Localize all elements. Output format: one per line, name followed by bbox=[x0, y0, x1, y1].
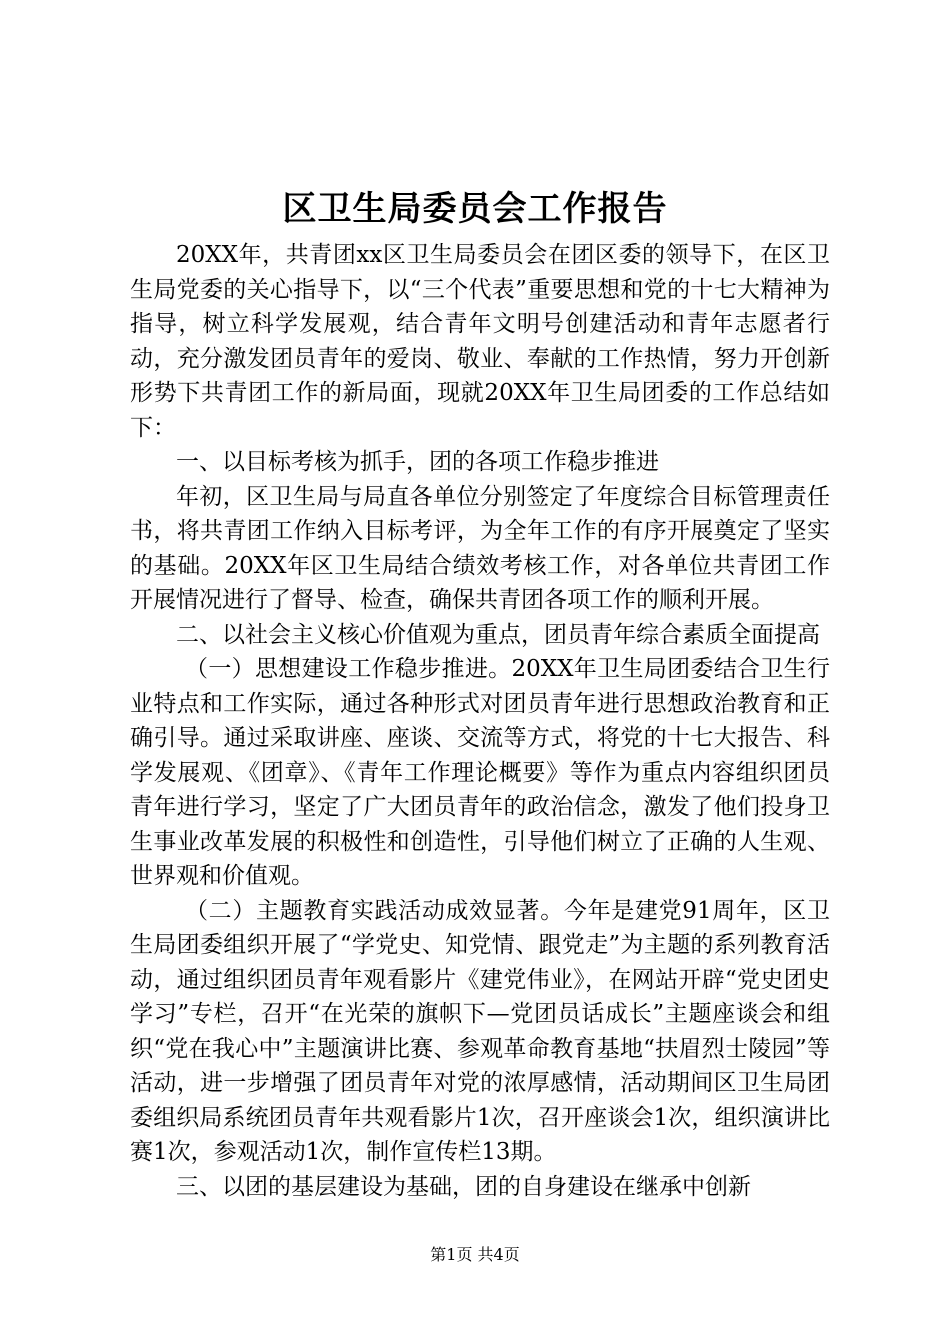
document-title: 区卫生局委员会工作报告 bbox=[282, 189, 668, 229]
section-heading-2: 二、以社会主义核心价值观为重点，团员青年综合素质全面提高 bbox=[176, 621, 820, 648]
document-body bbox=[130, 238, 830, 1204]
section-2-item-2: （二）主题教育实践活动成效显著。今年是建党91周年，区卫生局团委组织开展了“学党史、知党情、跟党走”为主题的系列教育活动，通过组织团员青年观看影片《建党伟业》，在网站开辟“党史团史学习”专栏，召开“在光荣的旗帜下—党团员话成长”主题座谈会和组织“党在我心中”主题演讲比赛、参观革命教育基地“扶眉烈士陵园”等活动，进一步增强了团员青年对党的浓厚感情，活动期间区卫生局团委组织局系统团员青年共观看影片1次，召开座谈会1次，组织演讲比赛1次，参观活动1次，制作宣传栏13期。 bbox=[130, 897, 830, 1165]
intro-paragraph: 20XX年，共青团xx区卫生局委员会在团区委的领导下，在区卫生局党委的关心指导下，以“三个代表”重要思想和党的十七大精神为指导，树立科学发展观，结合青年文明号创建活动和青年志愿者行动，充分激发团员青年的爱岗、敬业、奉献的工作热情，努力开创新形势下共青团工作的新局面，现就20XX年卫生局团委的工作总结如下： bbox=[130, 242, 830, 441]
section-heading-1: 一、以目标考核为抓手，团的各项工作稳步推进 bbox=[176, 449, 659, 475]
section-heading-3: 三、以团的基层建设为基础，团的自身建设在继承中创新 bbox=[176, 1173, 751, 1200]
section-2-item-1: （一）思想建设工作稳步推进。20XX年卫生局团委结合卫生行业特点和工作实际，通过各种形式对团员青年进行思想政治教育和正确引导。通过采取讲座、座谈、交流等方式，将党的十七大报告、科学发展观、《团章》、《青年工作理论概要》等作为重点内容组织团员青年进行学习，坚定了广大团员青年的政治信念，激发了他们投身卫生事业改革发展的积极性和创造性，引导他们树立了正确的人生观、世界观和价值观。 bbox=[130, 656, 830, 889]
section-1-paragraph: 年初，区卫生局与局直各单位分别签定了年度综合目标管理责任书，将共青团工作纳入目标考评，为全年工作的有序开展奠定了坚实的基础。20XX年区卫生局结合绩效考核工作，对各单位共青团工作开展情况进行了督导、检查，确保共青团各项工作的顺利开展。 bbox=[130, 483, 830, 613]
page-footer: 第1页 共4页 bbox=[430, 1245, 520, 1264]
